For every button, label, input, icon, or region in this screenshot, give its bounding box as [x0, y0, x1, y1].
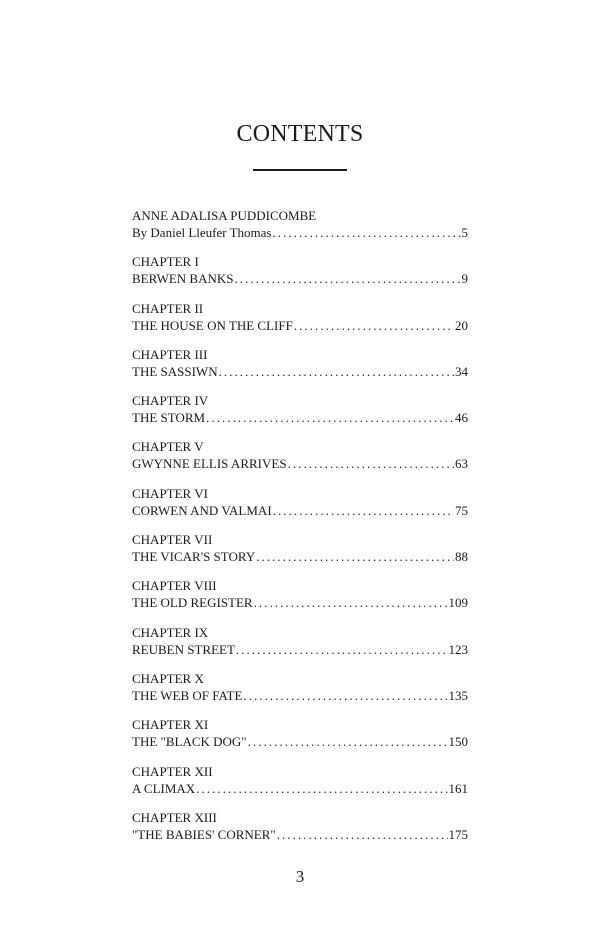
entry-page-number: 150	[448, 734, 468, 750]
entry-title: THE VICAR'S STORY	[132, 549, 256, 565]
dot-leader	[294, 317, 454, 334]
entry-page-number: 63	[455, 456, 468, 472]
toc-entry[interactable]	[132, 624, 468, 670]
dot-leader	[248, 733, 448, 750]
dot-leader	[196, 780, 447, 797]
entry-page-number: 46	[455, 410, 468, 426]
entry-title: CORWEN AND VALMAI	[132, 502, 272, 518]
entry-line	[132, 594, 468, 611]
entry-title: THE HOUSE ON THE CLIFF	[132, 317, 293, 333]
entry-label: CHAPTER XII	[132, 763, 213, 779]
entry-label: CHAPTER X	[132, 670, 204, 686]
dot-leader	[256, 548, 454, 565]
toc-entry[interactable]	[132, 670, 468, 716]
dot-leader	[273, 502, 454, 519]
toc-entry[interactable]	[132, 392, 468, 438]
entry-page-number: 135	[448, 687, 468, 703]
entry-line	[132, 363, 468, 380]
table-of-contents	[132, 207, 468, 855]
entry-page-number: 34	[455, 363, 468, 379]
entry-label: CHAPTER V	[132, 439, 204, 455]
entry-line	[132, 826, 468, 843]
entry-page-number: 75	[455, 502, 468, 518]
page-title: CONTENTS	[236, 121, 364, 147]
entry-title: REUBEN STREET	[132, 641, 235, 657]
entry-label: CHAPTER VI	[132, 485, 208, 501]
dot-leader	[219, 363, 454, 380]
dot-leader	[243, 687, 447, 704]
entry-line	[132, 687, 468, 704]
dot-leader	[234, 270, 460, 287]
entry-label: CHAPTER VII	[132, 532, 213, 548]
entry-title: THE OLD REGISTER	[132, 595, 253, 611]
page-number: 3	[295, 867, 305, 886]
entry-page-number: 20	[455, 317, 468, 333]
entry-page-number: 123	[448, 641, 468, 657]
toc-entry[interactable]	[132, 531, 468, 577]
entry-label: CHAPTER III	[132, 346, 208, 362]
entry-title: THE STORM	[132, 410, 206, 426]
toc-entry[interactable]	[132, 438, 468, 484]
entry-line	[132, 548, 468, 565]
entry-title: BERWEN BANKS	[132, 271, 234, 287]
entry-line	[132, 502, 468, 519]
dot-leader	[206, 409, 454, 426]
entry-title: "THE BABIES' CORNER"	[132, 826, 276, 842]
entry-line	[132, 270, 468, 287]
entry-title: By Daniel Lleufer Thomas	[132, 225, 272, 240]
entry-page-number: 5	[461, 225, 468, 240]
dot-leader	[254, 594, 448, 611]
toc-entry[interactable]	[132, 300, 468, 346]
entry-line	[132, 780, 468, 797]
toc-entry[interactable]	[132, 346, 468, 392]
entry-label: CHAPTER IX	[132, 624, 209, 640]
dot-leader	[277, 826, 448, 843]
entry-title: A CLIMAX	[132, 780, 196, 796]
entry-line	[132, 317, 468, 334]
toc-entry[interactable]	[132, 716, 468, 762]
entry-page-number: 88	[455, 549, 468, 565]
entry-page-number: 161	[448, 780, 468, 796]
dot-leader	[236, 641, 448, 658]
entry-label: ANNE ADALISA PUDDICOMBE	[132, 208, 317, 223]
entry-page-number: 109	[448, 595, 468, 611]
entry-line	[132, 733, 468, 750]
entry-label: CHAPTER XI	[132, 717, 209, 733]
entry-label: CHAPTER XIII	[132, 809, 217, 825]
dot-leader	[272, 224, 460, 241]
entry-title: THE "BLACK DOG"	[132, 734, 247, 750]
toc-entry[interactable]	[132, 207, 468, 253]
toc-entry[interactable]	[132, 809, 468, 855]
entry-label: CHAPTER I	[132, 254, 199, 270]
entry-title: GWYNNE ELLIS ARRIVES	[132, 456, 287, 472]
toc-entry[interactable]	[132, 577, 468, 623]
toc-entry[interactable]	[132, 763, 468, 809]
entry-line	[132, 224, 468, 241]
entry-line	[132, 641, 468, 658]
entry-title: THE SASSIWN	[132, 363, 218, 379]
entry-label: CHAPTER VIII	[132, 578, 217, 594]
toc-entry[interactable]	[132, 253, 468, 299]
entry-label: CHAPTER II	[132, 300, 204, 316]
entry-page-number: 9	[461, 271, 468, 287]
entry-label: CHAPTER IV	[132, 393, 209, 409]
title-divider	[253, 169, 347, 171]
toc-entry[interactable]	[132, 485, 468, 531]
dot-leader	[288, 455, 454, 472]
entry-line	[132, 409, 468, 426]
entry-line	[132, 455, 468, 472]
entry-title: THE WEB OF FATE	[132, 687, 243, 703]
entry-page-number: 175	[448, 826, 468, 842]
